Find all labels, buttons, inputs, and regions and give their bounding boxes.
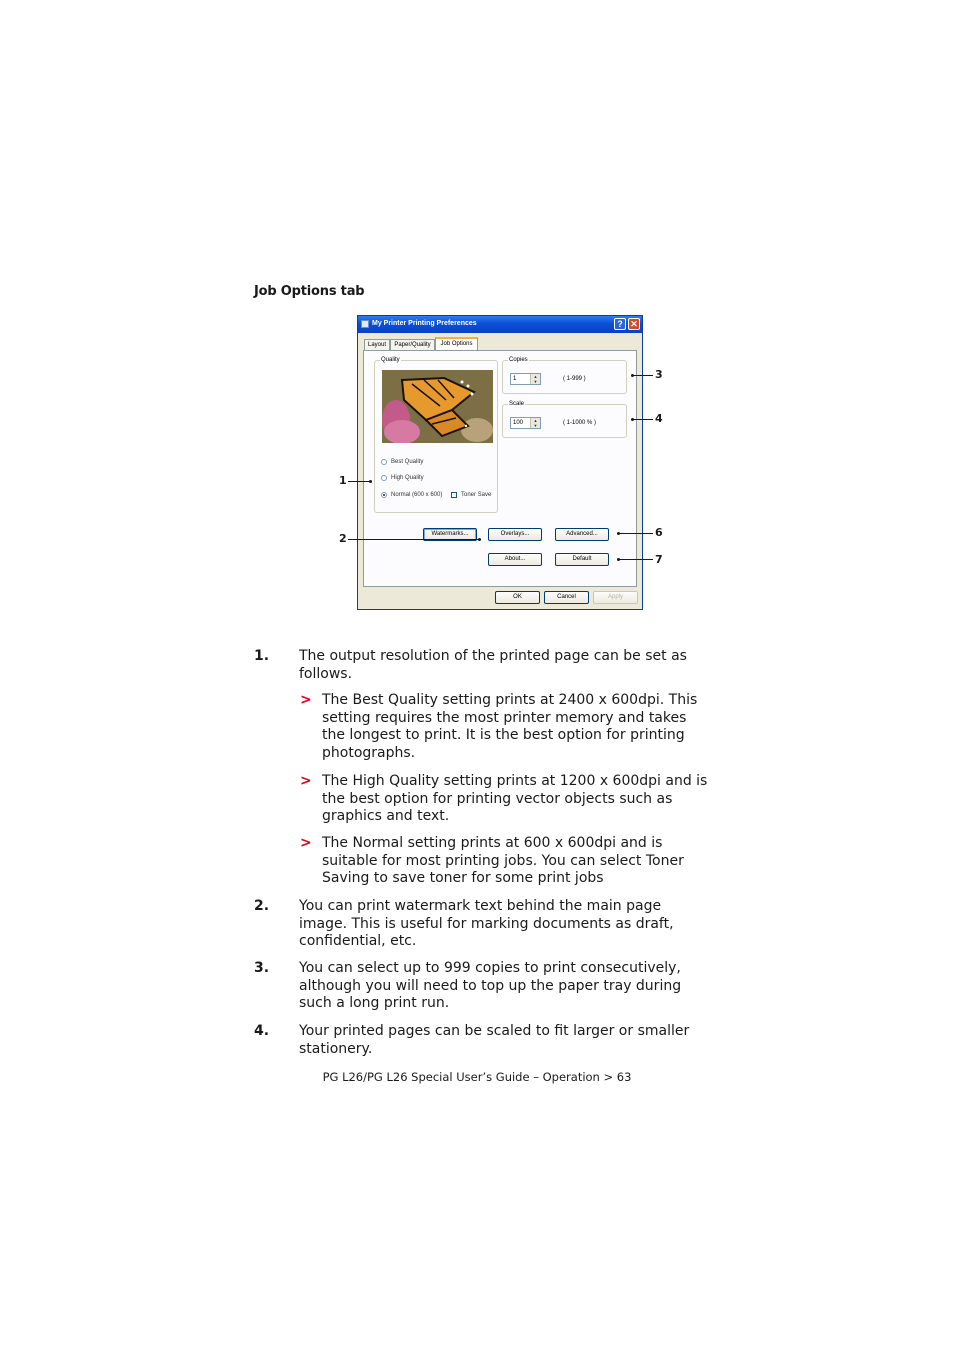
- best-quality-radio[interactable]: [381, 459, 387, 465]
- bullet-arrow-icon: >: [300, 835, 312, 851]
- copies-label: Copies: [509, 357, 528, 363]
- dialog-titlebar: [358, 316, 642, 333]
- printing-preferences-dialog: [357, 315, 643, 610]
- scale-label: Scale: [509, 401, 525, 407]
- copies-range: ( 1-999 ): [563, 376, 586, 382]
- callout-2-line: [348, 539, 479, 540]
- item-number: 2.: [254, 898, 270, 914]
- watermarks-button[interactable]: Watermarks...: [423, 528, 477, 541]
- callout-1-line: [348, 481, 370, 482]
- scale-value: 100: [513, 420, 524, 426]
- page-footer: PG L26/PG L26 Special User’s Guide – Operation > 63: [322, 1070, 632, 1084]
- callout-1-dot: [369, 480, 372, 483]
- close-button[interactable]: ✕: [628, 318, 640, 330]
- ok-button[interactable]: OK: [495, 591, 540, 604]
- callout-1: 1: [339, 474, 347, 487]
- callout-7: 7: [655, 553, 663, 566]
- item-number: 1.: [254, 648, 270, 664]
- callout-7-line: [619, 559, 653, 560]
- printer-icon: [361, 320, 369, 328]
- item-text: The output resolution of the printed page can be set as follows.: [299, 648, 687, 682]
- spinner-arrows-icon[interactable]: ▲ ▼: [530, 418, 540, 428]
- toner-save-label: Toner Save: [461, 492, 492, 498]
- high-quality-label: High Quality: [391, 475, 424, 481]
- overlays-button[interactable]: Overlays...: [488, 528, 542, 541]
- apply-button[interactable]: Apply: [593, 591, 638, 604]
- callout-6: 6: [655, 526, 663, 539]
- callout-4-dot: [631, 418, 634, 421]
- butterfly-preview-image: [382, 370, 493, 443]
- callout-6-dot: [617, 532, 620, 535]
- scale-group: [502, 401, 627, 438]
- section-heading: Job Options tab: [254, 284, 365, 299]
- help-button[interactable]: ?: [614, 318, 626, 330]
- sub-item-text: The Normal setting prints at 600 x 600dpi and is suitable for most printing jobs. You can select Toner Saving to save toner for some print jobs: [322, 835, 684, 887]
- job-options-panel: [363, 350, 637, 587]
- advanced-button[interactable]: Advanced...: [555, 528, 609, 541]
- callout-2: 2: [339, 532, 347, 545]
- spinner-arrows-icon[interactable]: ▲ ▼: [530, 374, 540, 384]
- item-number: 4.: [254, 1023, 270, 1039]
- tab-layout[interactable]: Layout: [364, 339, 390, 350]
- quality-group: [374, 357, 498, 513]
- callout-7-dot: [617, 558, 620, 561]
- item-number: 3.: [254, 960, 270, 976]
- about-button[interactable]: About...: [488, 553, 542, 566]
- callout-2-dot: [478, 538, 481, 541]
- quality-label: Quality: [381, 357, 400, 363]
- normal-quality-label: Normal (600 x 600): [391, 492, 443, 498]
- best-quality-label: Best Quality: [391, 459, 424, 465]
- dialog-title: My Printer Printing Preferences: [372, 320, 477, 327]
- item-text: You can select up to 999 copies to print consecutively, although you will need to top up the paper tray during such a long print run.: [299, 960, 682, 1012]
- copies-spinner[interactable]: [510, 373, 541, 385]
- copies-group: [502, 357, 627, 394]
- callout-3: 3: [655, 368, 663, 381]
- high-quality-radio[interactable]: [381, 475, 387, 481]
- sub-item-text: The Best Quality setting prints at 2400 x 600dpi. This setting requires the most printer memory and takes the longest to print. It is the best option for printing photographs.: [322, 692, 698, 761]
- callout-4-line: [633, 419, 653, 420]
- bullet-arrow-icon: >: [300, 773, 312, 789]
- default-button[interactable]: Default: [555, 553, 609, 566]
- callout-4: 4: [655, 412, 663, 425]
- copies-value: 1: [513, 376, 517, 382]
- sub-item-text: The High Quality setting prints at 1200 x 600dpi and is the best option for printing vector objects such as graphics and text.: [322, 773, 708, 825]
- normal-quality-radio[interactable]: [381, 492, 387, 498]
- item-text: You can print watermark text behind the main page image. This is useful for marking documents as draft, confidential, etc.: [299, 898, 674, 950]
- scale-range: ( 1-1000 % ): [563, 420, 597, 426]
- scale-spinner[interactable]: [510, 417, 541, 429]
- tab-paper-quality[interactable]: Paper/Quality: [390, 339, 435, 350]
- cancel-button[interactable]: Cancel: [544, 591, 589, 604]
- toner-save-checkbox[interactable]: [451, 492, 457, 498]
- item-text: Your printed pages can be scaled to fit larger or smaller stationery.: [299, 1023, 690, 1057]
- tab-job-options[interactable]: Job Options: [435, 337, 478, 351]
- callout-3-dot: [631, 374, 634, 377]
- callout-3-line: [633, 375, 653, 376]
- bullet-arrow-icon: >: [300, 692, 312, 708]
- callout-6-line: [619, 533, 653, 534]
